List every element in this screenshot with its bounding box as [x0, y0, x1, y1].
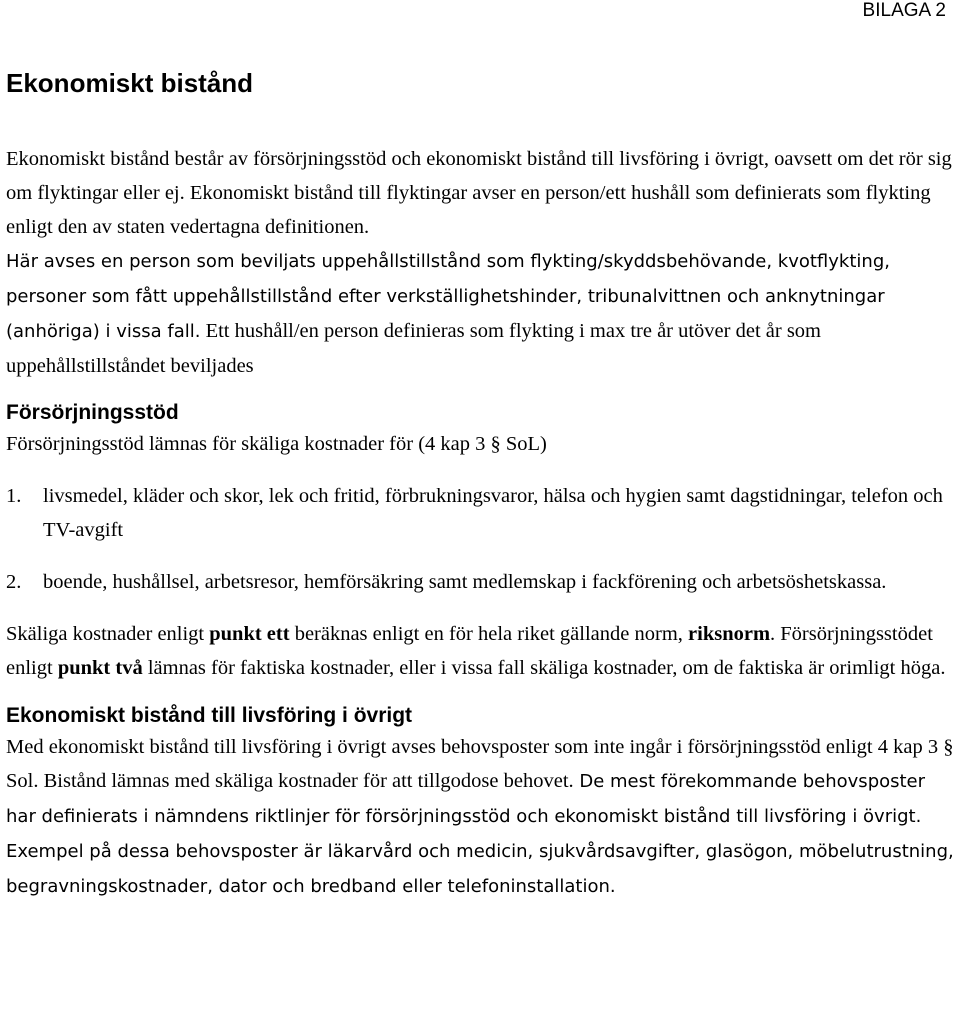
list-item-text: livsmedel, kläder och skor, lek och fritid, förbrukningsvaror, hälsa och hygien samt dagstidningar, telefon och TV-avgift [43, 485, 943, 541]
page-label: BILAGA 2 [862, 0, 946, 21]
page-title: Ekonomiskt bistånd [6, 68, 254, 98]
intro-serif-text-2: Ett hushåll/en person definieras som flykting i max tre år utöver det år som uppehållstillståndet beviljades [6, 320, 822, 377]
list-item-text: boende, hushållsel, arbetsresor, hemförsäkring samt medlemskap i fackförening och arbetsöshetskassa. [43, 571, 887, 593]
cost-list [6, 479, 956, 599]
list-item [6, 565, 956, 599]
norm-text-3: . Försörjningsstödet enligt [6, 623, 933, 679]
intro-paragraph [6, 142, 956, 244]
intro-serif-text: Ekonomiskt bistånd består av försörjningsstöd och ekonomiskt bistånd till livsföring i övrigt, oavsett om det rör sig om flyktingar eller ej. Ekonomiskt bistånd till flyktingar avser en person/ett hushåll som definierats som flykting enligt den av staten vedertagna definitionen. [6, 148, 952, 238]
norm-bold-punkt-ett: punkt ett [209, 623, 290, 645]
forsorjningsstod-heading: Försörjningsstöd [6, 401, 179, 424]
livsforing-sans-text: De mest förekommande behovsposter har definierats i nämndens riktlinjer för försörjningsstöd och ekonomiskt bistånd till livsföring i övrigt. Exempel på dessa behovsposter är läkarvård och medicin, sjukvårdsavgifter, glasögon, möbelutrustning, begravningskostnader, dator och bredband eller telefoninstallation. [6, 771, 954, 897]
livsforing-heading: Ekonomiskt bistånd till livsföring i övrigt [6, 704, 413, 727]
norm-text-4: lämnas för faktiska kostnader, eller i vissa fall skäliga kostnader, om de faktiska är orimligt höga. [142, 657, 946, 679]
livsforing-paragraph [6, 730, 956, 904]
norm-text-1: Skäliga kostnader enligt [6, 623, 210, 645]
list-item-number: 2. [6, 571, 22, 593]
document-body [6, 66, 956, 904]
intro-sans-text: Här avses en person som beviljats uppehållstillstånd som flykting/skyddsbehövande, kvotflykting, personer som fått uppehållstillstånd efter verkställighetshinder, tribunalvittnen och anknytningar (anhöriga) i vissa fall. [6, 251, 890, 342]
forsorjningsstod-lead: Försörjningsstöd lämnas för skäliga kostnader för (4 kap 3 § SoL) [6, 433, 547, 455]
norm-bold-punkt-tva: punkt två [57, 657, 143, 679]
intro-refugee-definition [6, 244, 956, 383]
list-item [6, 479, 956, 547]
norm-paragraph [6, 617, 956, 685]
livsforing-serif-text: Med ekonomiskt bistånd till livsföring i övrigt avses behovsposter som inte ingår i försörjningsstöd enligt 4 kap 3 § Sol. Bistånd lämnas med skäliga kostnader för att tillgodose behovet. [6, 736, 954, 792]
list-item-number: 1. [6, 485, 22, 507]
norm-text-2: beräknas enligt en för hela riket gällande norm, [289, 623, 689, 645]
norm-bold-riksnorm: riksnorm [688, 623, 771, 645]
